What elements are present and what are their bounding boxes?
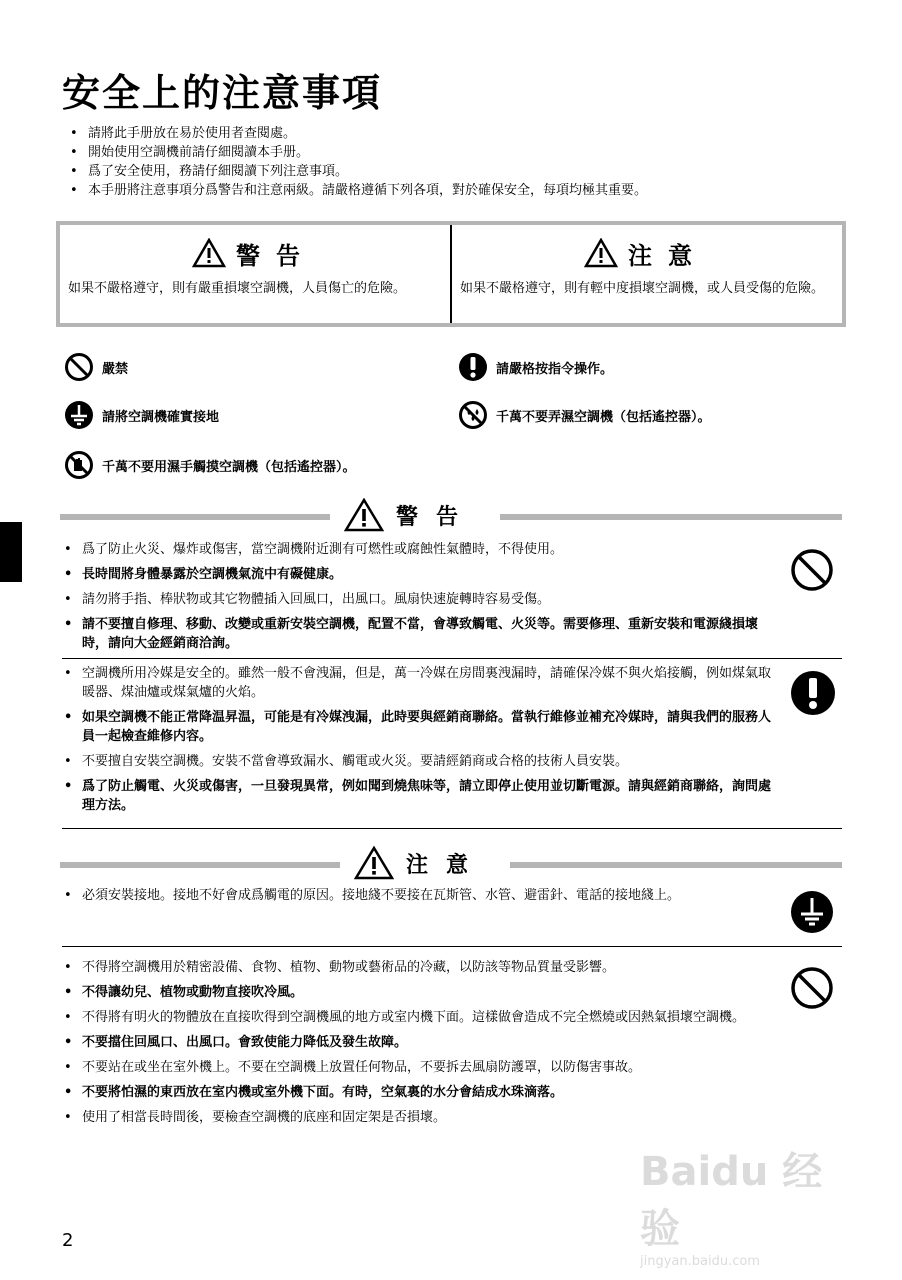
warning-section-heading: 警告 [396, 504, 477, 530]
caution-item: • 使用了相當長時間後，要檢查空調機的底座和固定架是否損壞。 [62, 1108, 772, 1127]
warning-item: • 長時間將身體暴露於空調機氣流中有礙健康。 [62, 565, 772, 584]
warning-item: • 請不要擅自修理、移動、改變或重新安裝空調機，配置不當，會導致觸電、火災等。需要修理、重新安裝和電源綫損壞時，請向大金經銷商洽詢。 [62, 615, 772, 653]
intro-item: • 開始使用空調機前請仔細閱讀本手册。 [68, 143, 838, 162]
caution-legend [450, 225, 842, 323]
symbol-no-wet-hands-row [64, 450, 356, 480]
symbol-prohibited-label: 嚴禁 [102, 361, 129, 377]
caution-item: • 必須安裝接地。接地不好會成爲觸電的原因。接地綫不要接在瓦斯管、水管、避雷針、電話的接地綫上。 [62, 886, 772, 905]
warning-legend-text: 如果不嚴格遵守，則有嚴重損壞空調機，人員傷亡的危險。 [68, 281, 407, 296]
caution-triangle-icon [354, 846, 394, 880]
symbol-no-water-label: 千萬不要弄濕空調機（包括遙控器）。 [496, 409, 711, 425]
divider [62, 658, 842, 659]
divider [62, 946, 842, 947]
caution-prohibited-symbol [790, 966, 834, 1014]
symbol-mandatory-label: 請嚴格按指令操作。 [496, 361, 614, 377]
caution-item: • 不要擋住回風口、出風口。會致使能力降低及發生故障。 [62, 1033, 772, 1052]
caution-legend-text: 如果不嚴格遵守，則有輕中度損壞空調機，或人員受傷的危險。 [460, 281, 825, 296]
warning-triangle-icon [344, 498, 384, 532]
no-wet-hands-icon [64, 450, 94, 480]
prohibited-icon [790, 548, 834, 592]
chapter-tab [0, 522, 22, 582]
caution-ground-symbol [790, 890, 834, 938]
caution-legend-heading: 注意 [628, 241, 708, 270]
caution-item: • 不要站在或坐在室外機上。不要在空調機上放置任何物品，不要拆去風扇防護罩，以防傷害事故。 [62, 1058, 772, 1077]
prohibited-icon [64, 352, 94, 382]
prohibited-icon [790, 966, 834, 1010]
severity-legend-box [56, 221, 846, 327]
caution-triangle-icon [584, 238, 618, 268]
warning-mandatory-symbol [790, 670, 836, 720]
warning-legend [60, 225, 450, 323]
warning-legend-heading: 警告 [236, 241, 316, 270]
divider [62, 828, 842, 829]
symbol-no-water-row [458, 400, 711, 430]
caution-section-heading: 注意 [406, 852, 487, 878]
mandatory-icon [790, 670, 836, 716]
page-number: 2 [62, 1230, 74, 1251]
warning-item: • 爲了防止火災、爆炸或傷害，當空調機附近測有可燃性或腐蝕性氣體時，不得使用。 [62, 540, 772, 559]
intro-item: • 請將此手册放在易於使用者查閱處。 [68, 124, 838, 143]
caution-item: • 不得讓幼兒、植物或動物直接吹冷風。 [62, 983, 772, 1002]
caution-section-banner [60, 846, 842, 882]
intro-item: • 本手册將注意事項分爲警告和注意兩級。請嚴格遵循下列各項，對於確保安全，每項均極其重要。 [68, 181, 838, 200]
warning-item: • 不要擅自安裝空調機。安裝不當會導致漏水、觸電或火災。要請經銷商或合格的技術人員安裝。 [62, 752, 772, 771]
caution-list-2 [62, 958, 772, 1133]
watermark-url: jingyan.baidu.com [640, 1254, 760, 1269]
caution-item: • 不得將有明火的物體放在直接吹得到空調機風的地方或室内機下面。這樣做會造成不完全燃燒或因熱氣損壞空調機。 [62, 1008, 772, 1027]
warning-prohibited-symbol [790, 548, 834, 596]
caution-list-1 [62, 886, 772, 911]
ground-icon [790, 890, 834, 934]
caution-item: • 不得將空調機用於精密設備、食物、植物、動物或藝術品的冷藏，以防該等物品質量受影響。 [62, 958, 772, 977]
symbol-ground-row [64, 400, 219, 430]
warning-item: • 爲了防止觸電、火災或傷害，一旦發現異常，例如聞到燒焦味等，請立即停止使用並切斷電源。請與經銷商聯絡，詢問處理方法。 [62, 777, 772, 815]
warning-item: • 請勿將手指、棒狀物或其它物體插入回風口，出風口。風扇快速旋轉時容易受傷。 [62, 590, 772, 609]
page-title: 安全上的注意事項 [62, 71, 383, 115]
intro-list [68, 124, 838, 200]
warning-item: • 空調機所用冷媒是安全的。雖然一般不會洩漏，但是，萬一冷媒在房間裏洩漏時，請確保冷媒不與火焰接觸，例如煤氣取暖器、煤油爐或煤氣爐的火焰。 [62, 664, 772, 702]
symbol-prohibited-row [64, 352, 128, 382]
symbol-mandatory-row [458, 352, 613, 382]
warning-triangle-icon [192, 238, 226, 268]
warning-section-banner [60, 498, 842, 534]
watermark-brand: Baidu 经验 [640, 1149, 823, 1252]
ground-icon [64, 400, 94, 430]
warning-list-1 [62, 540, 772, 659]
watermark [640, 1140, 850, 1269]
warning-list-2 [62, 664, 772, 821]
mandatory-icon [458, 352, 488, 382]
symbol-ground-label: 請將空調機確實接地 [102, 409, 220, 425]
no-water-icon [458, 400, 488, 430]
warning-item: • 如果空調機不能正常降温昇温，可能是有冷媒洩漏，此時要與經銷商聯絡。當執行維修並補充冷媒時，請與我們的服務人員一起檢查維修内容。 [62, 708, 772, 746]
symbol-no-wet-hands-label: 千萬不要用濕手觸摸空調機（包括遙控器）。 [102, 459, 356, 475]
caution-item: • 不要將怕濕的東西放在室内機或室外機下面。有時，空氣裏的水分會結成水珠滴落。 [62, 1083, 772, 1102]
intro-item: • 爲了安全使用，務請仔細閱讀下列注意事項。 [68, 162, 838, 181]
